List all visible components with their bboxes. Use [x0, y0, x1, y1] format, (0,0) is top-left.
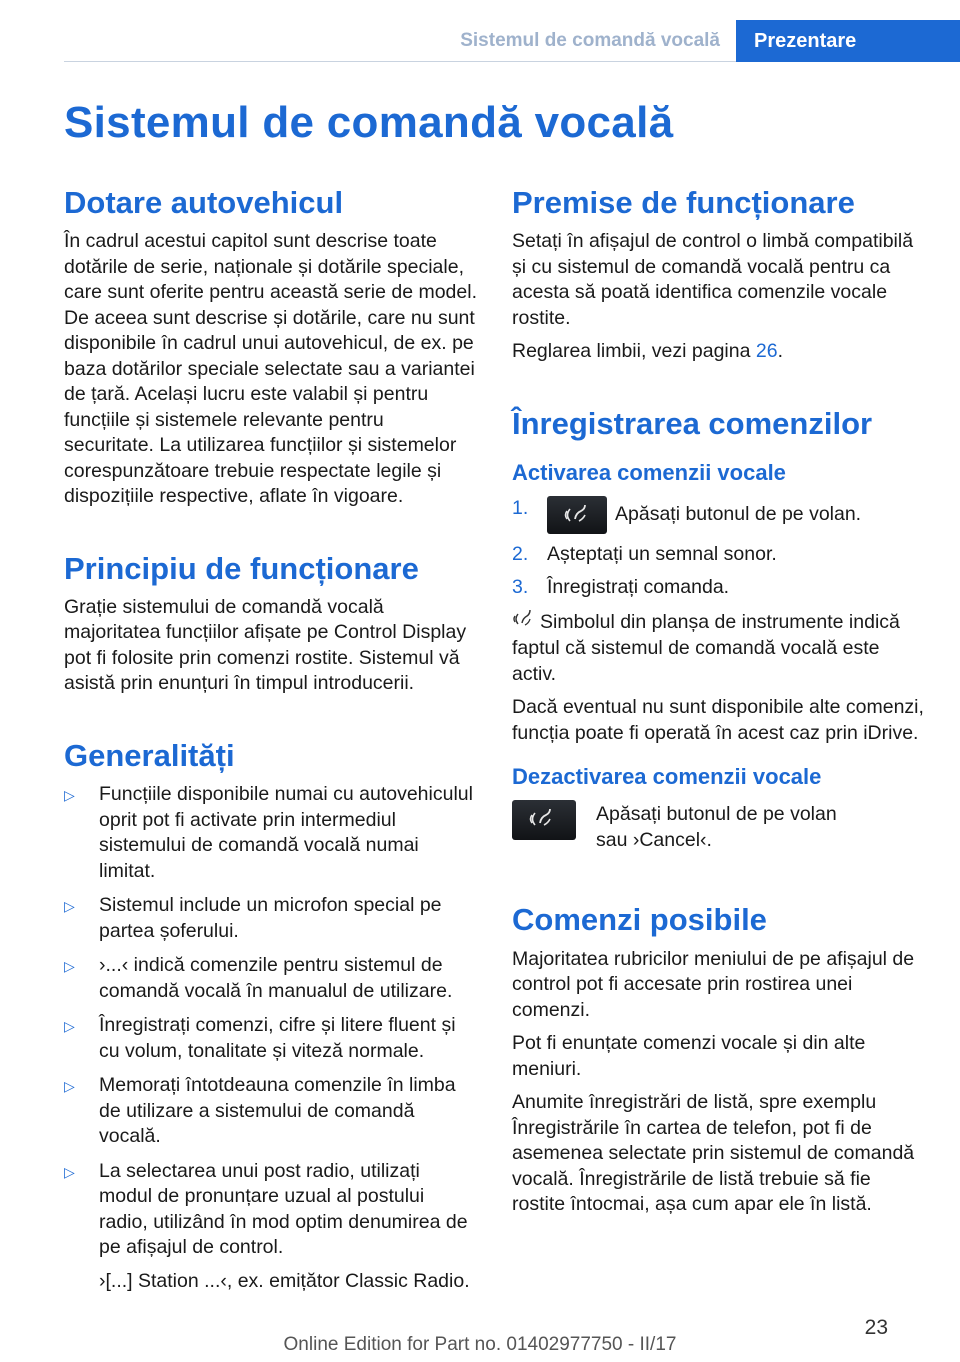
step-item: 3. Înregistrați comanda. — [512, 576, 730, 599]
list-item: ▷ Înregistrați comenzi, cifre și litere fluent și cu volum, tonalitate și viteză normale. — [64, 1014, 456, 1062]
heading-dotare: Dotare autovehicul — [64, 185, 344, 220]
fallback-note: Dacă eventual nu sunt disponibile alte comenzi, funcția poate fi operată în acest caz prin iDrive. — [512, 696, 924, 744]
radio-example: ›[...] Station ...‹, ex. emițător Classic Radio. — [99, 1269, 470, 1292]
triangle-bullet-icon: ▷ — [64, 1018, 75, 1035]
voice-button-icon — [547, 496, 607, 534]
text-comenzi-3: Anumite înregistrări de listă, spre exemplu Înregistrările în cartea de telefon, pot fi de asemenea selectate prin sistemul de comandă vocală. Înregistrările de listă trebuie să fie rostite întocmai, așa cum apar ele în listă. — [512, 1091, 915, 1216]
footer-edition: Online Edition for Part no. 01402977750 - II/17 — [283, 1334, 677, 1355]
text-comenzi-1: Majoritatea rubricilor meniului de pe afișajul de control pot fi accesate prin rostirea unei comenzi. — [512, 947, 915, 1021]
right-column — [512, 180, 926, 1226]
generalitati-list — [64, 782, 478, 1294]
text-premise: Setați în afișajul de control o limbă compatibilă și cu sistemul de comandă vocală pentru ca acesta să poată identifica comenzile vocale rostite. — [512, 230, 914, 329]
page-title: Sistemul de comandă vocală — [64, 98, 674, 147]
triangle-bullet-icon: ▷ — [64, 1163, 75, 1180]
page-number: 23 — [864, 1316, 888, 1339]
language-reference: Reglarea limbii, vezi pagina 26. — [512, 340, 784, 363]
list-item: ▷ Funcțiile disponibile numai cu autovehiculul oprit pot fi activate prin intermediul sistemului de comandă vocală numai limitat. — [64, 783, 473, 882]
voice-button-icon — [512, 800, 576, 840]
heading-activare: Activarea comenzii vocale — [512, 459, 786, 485]
triangle-bullet-icon: ▷ — [64, 1078, 75, 1095]
list-item: ▷ La selectarea unui post radio, utilizați modul de pronunțare uzual al postului radio, utilizând în mod optim denumirea de pe afișajul de control. ›[...] Station ...‹, ex. emițător Classic Radio. — [64, 1159, 478, 1295]
step-item: 2. Așteptați un semnal sonor. — [512, 542, 777, 565]
triangle-bullet-icon: ▷ — [64, 787, 75, 804]
activation-steps — [512, 496, 926, 601]
triangle-bullet-icon: ▷ — [64, 958, 75, 975]
heading-premise: Premise de funcționare — [512, 185, 855, 220]
heading-generalitati: Generalități — [64, 737, 235, 773]
text-principiu: Grație sistemului de comandă vocală majoritatea funcțiilor afișate pe Control Display pot fi folosite prin comenzi rostite. Sistemul vă asistă prin enunțuri în timpul introducerii. — [64, 595, 467, 695]
header-section-title: Sistemul de comandă vocală — [460, 30, 720, 51]
text-comenzi-2: Pot fi enunțate comenzi vocale și din alte meniuri. — [512, 1032, 866, 1080]
heading-comenzi: Comenzi posibile — [512, 902, 767, 938]
heading-dezactivare: Dezactivarea comenzii vocale — [512, 764, 822, 790]
left-column — [64, 180, 478, 1303]
text-dezactivare: Apăsați butonul de pe volan sau ›Cancel‹. — [596, 803, 837, 851]
text-dotare: În cadrul acestui capitol sunt descrise toate dotările de serie, naționale și dotările speciale, care sunt oferite pentru această serie de model. De aceea sunt descrise și dotările, care nu sunt disponibile în cadrul unui autovehicul, de ex. pe baza dotărilor speciale selectate sau a variantei de țară. Același lucru este valabil și pentru funcțiile și sistemele relevante pentru securitate. La utilizarea funcțiilor și sistemelor corespunzătoare trebuie respectate legile și dispozițiile respective, aflate în vigoare. — [64, 230, 477, 508]
header-tab-label: Prezentare — [754, 29, 857, 52]
deactivation-block — [512, 800, 926, 861]
header-tab — [736, 20, 960, 62]
page-link-26[interactable]: 26 — [755, 340, 778, 363]
list-item: ▷ ›...‹ indică comenzile pentru sistemul de comandă vocală în manualul de utilizare. — [64, 954, 453, 1002]
heading-principiu: Principiu de funcționare — [64, 550, 419, 586]
step-item: 1. Apăsați butonul de pe volan. — [512, 496, 926, 534]
list-item: ▷ Memorați întotdeauna comenzile în limba de utilizare a sistemului de comandă vocală. — [64, 1074, 456, 1148]
heading-inregistrare: Înregistrarea comenzilor — [512, 405, 873, 441]
voice-symbol-icon — [512, 609, 534, 637]
symbol-note: Simbolul din planșa de instrumente indică faptul că sistemul de comandă vocală este activ. — [512, 610, 900, 685]
list-item: ▷ Sistemul include un microfon special pe partea șoferului. — [64, 894, 442, 942]
triangle-bullet-icon: ▷ — [64, 898, 75, 915]
